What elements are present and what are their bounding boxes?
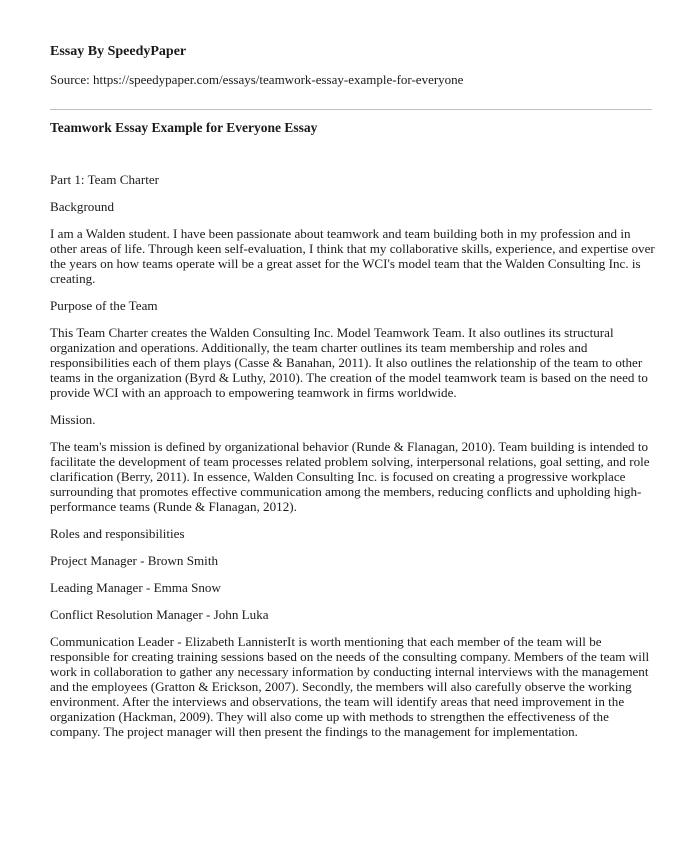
source-label: Source: xyxy=(50,72,90,87)
role-leading-manager: Leading Manager - Emma Snow xyxy=(50,580,221,595)
part-heading: Part 1: Team Charter xyxy=(50,172,160,187)
purpose-paragraph: This Team Charter creates the Walden Consulting Inc. Model Teamwork Team. It also outlines its structural organization and operations. Additionally, the team charter outlines its team membership and roles and responsibilities each of them plays (Casse & Banahan, 2011). It also outlines the relationship of the team to other teams in the organization (Byrd & Luthy, 2010). The creation of the model teamwork team is based on the need to provide WCI with an approach to empowering teamwork in firms worldwide. xyxy=(50,325,648,400)
document-header-title: Essay By SpeedyPaper xyxy=(50,44,187,59)
purpose-heading: Purpose of the Team xyxy=(50,298,158,313)
essay-body xyxy=(50,172,656,751)
source-line xyxy=(50,71,463,89)
mission-paragraph: The team's mission is defined by organizational behavior (Runde & Flanagan, 2010). Team building is intended to facilitate the development of team processes related problem solving, interpersonal relations, goal setting, and role clarification (Berry, 2011). In essence, Walden Consulting Inc. is focused on creating a progressive workplace surrounding that promotes effective communication among the members, reducing conflicts and upholding high-performance teams (Runde & Flanagan, 2012). xyxy=(50,439,650,514)
role-project-manager: Project Manager - Brown Smith xyxy=(50,553,219,568)
role-conflict-manager: Conflict Resolution Manager - John Luka xyxy=(50,607,269,622)
header-divider xyxy=(50,109,652,110)
essay-title: Teamwork Essay Example for Everyone Essay xyxy=(50,120,318,135)
background-heading: Background xyxy=(50,199,114,214)
roles-heading: Roles and responsibilities xyxy=(50,526,185,541)
mission-heading: Mission. xyxy=(50,412,96,427)
background-paragraph: I am a Walden student. I have been passionate about teamwork and team building both in my profession and in other areas of life. Through keen self-evaluation, I think that my collaborative skills, experience, and expertise over the years on how teams operate will be a great asset for the WCI's model team that the Walden Consulting Inc. is creating. xyxy=(50,226,655,286)
communication-paragraph: Communication Leader - Elizabeth LannisterIt is worth mentioning that each member of the team will be responsible for creating training sessions based on the needs of the consulting company. Members of the team will work in collaboration to gather any necessary information by conducting internal interviews with the management and the employees (Gratton & Erickson, 2007). Secondly, the members will also carefully observe the working environment. After the interviews and observations, the team will identify areas that need improvement in the organization (Hackman, 2009). They will also come up with methods to strengthen the effectiveness of the company. The project manager will then present the findings to the management for implementation. xyxy=(50,634,650,739)
source-url: https://speedypaper.com/essays/teamwork-essay-example-for-everyone xyxy=(92,72,464,87)
